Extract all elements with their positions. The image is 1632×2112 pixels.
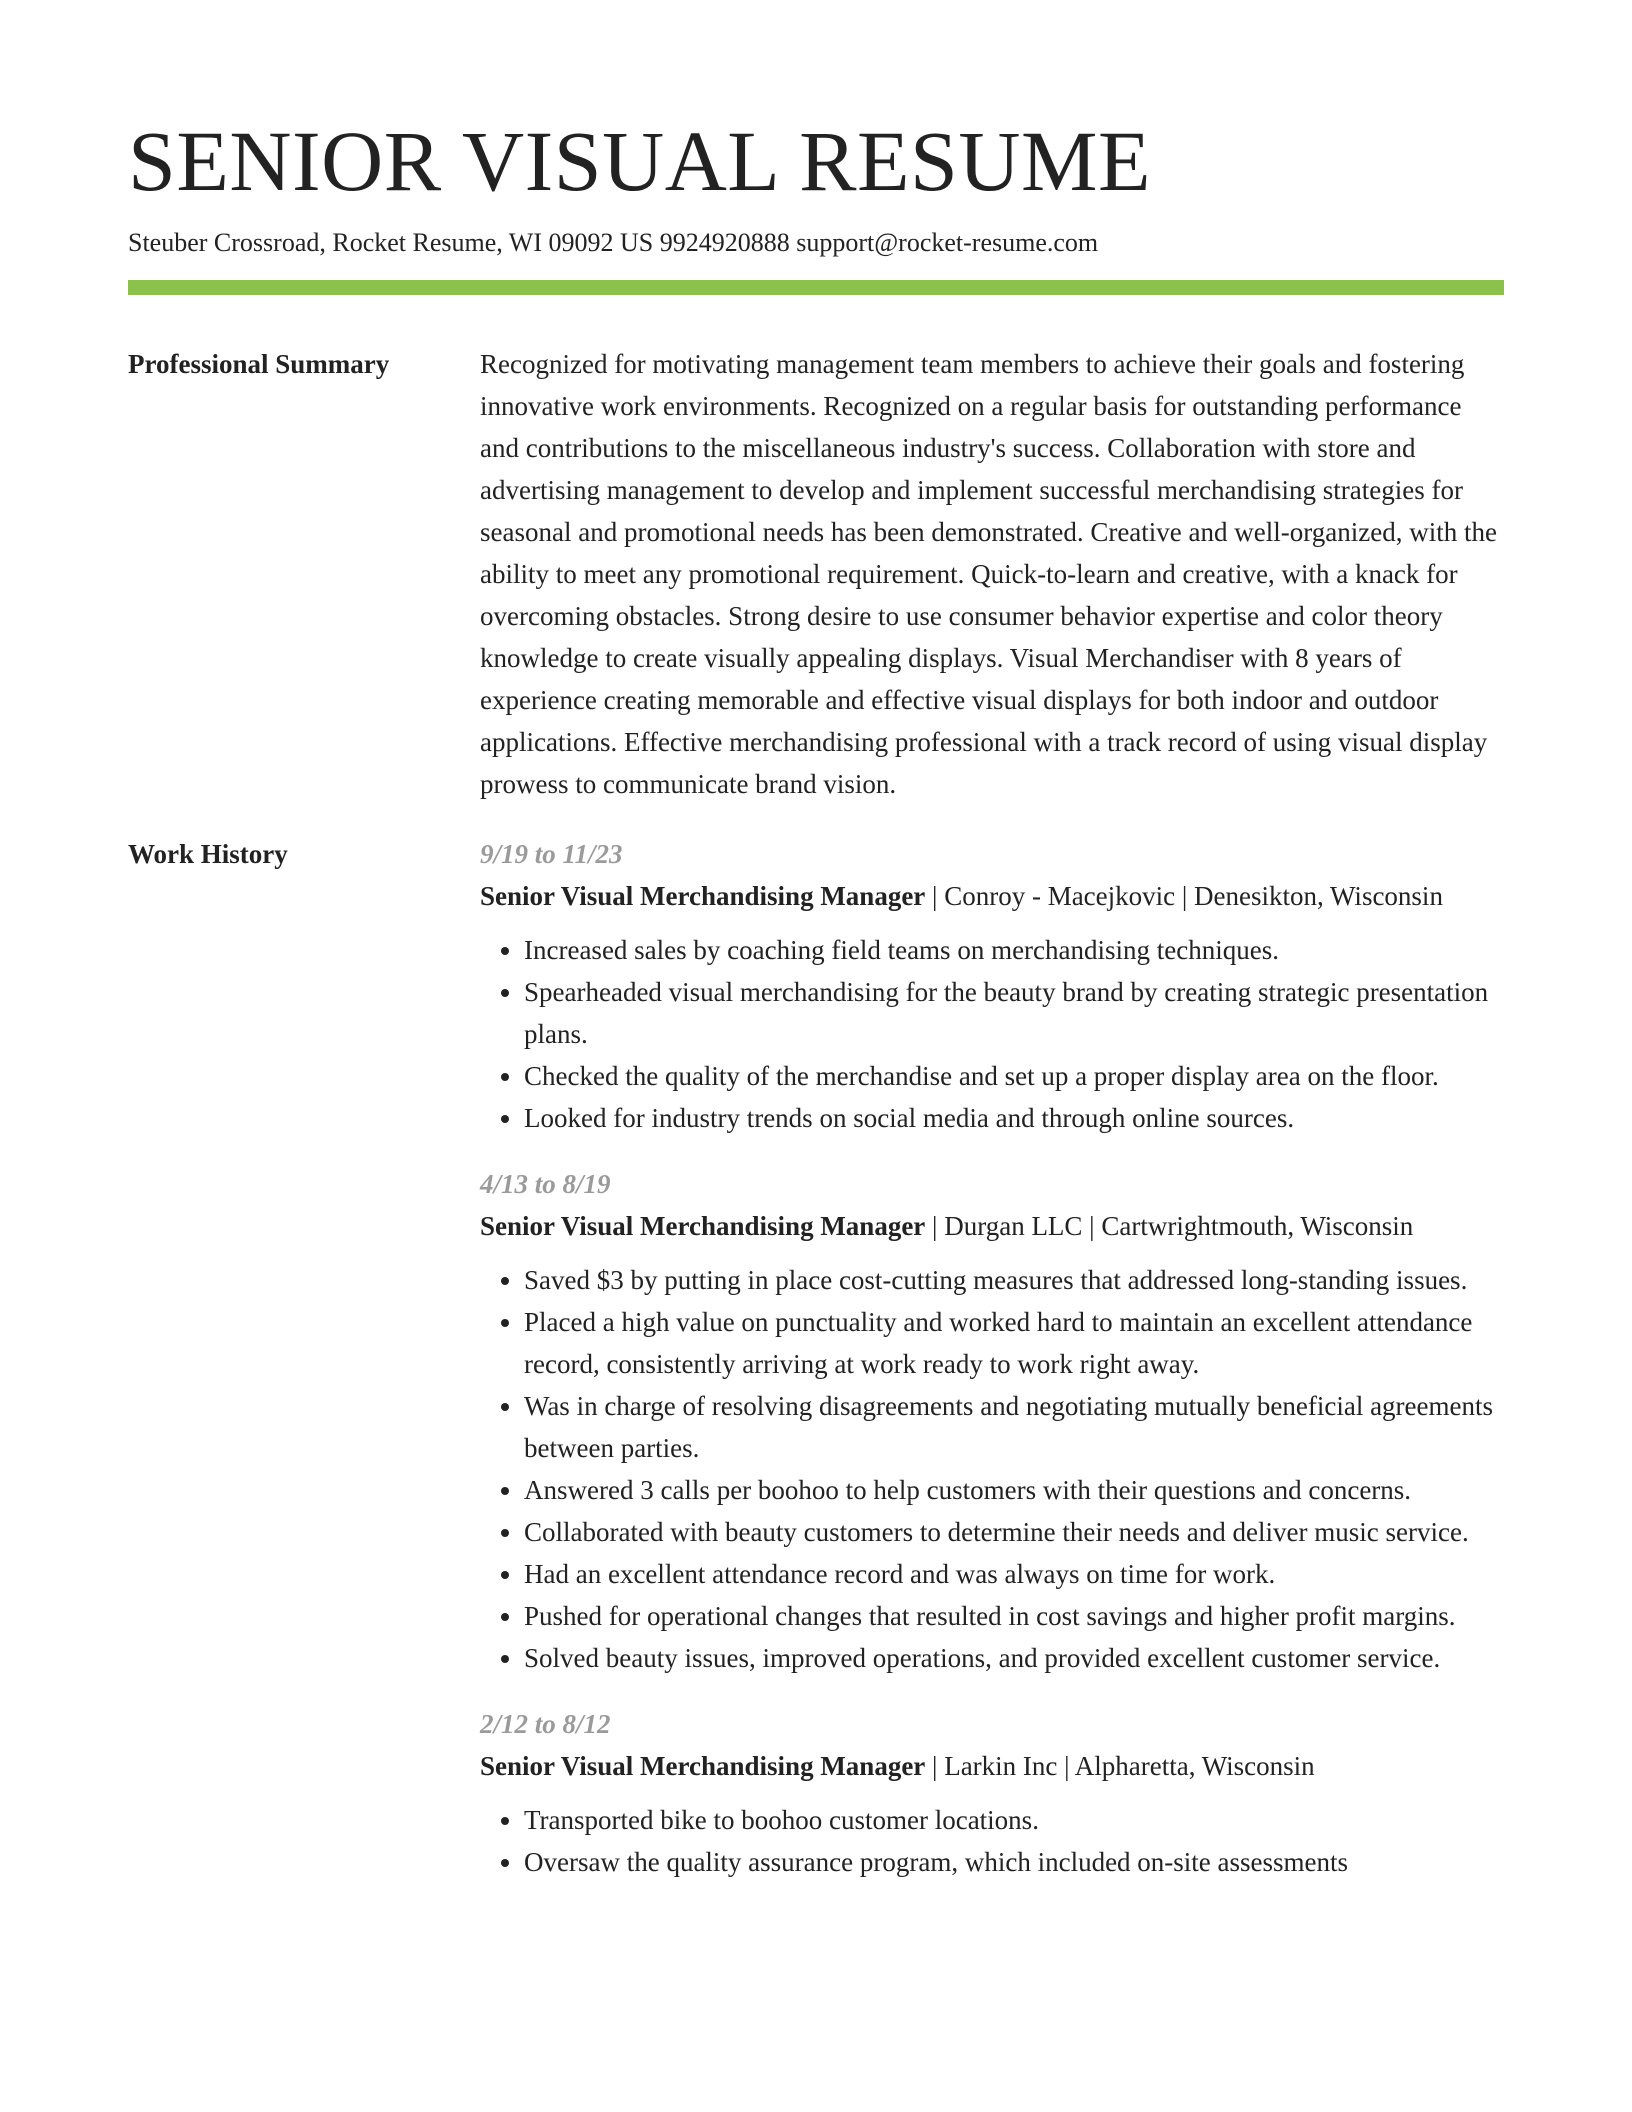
- job-title: Senior Visual Merchandising Manager: [480, 881, 926, 911]
- job-bullet: • Looked for industry trends on social media and through online sources.: [524, 1097, 1504, 1139]
- job-title: Senior Visual Merchandising Manager: [480, 1211, 926, 1241]
- job-bullet: • Had an excellent attendance record and was always on time for work.: [524, 1553, 1504, 1595]
- job-bullet: • Checked the quality of the merchandise and set up a proper display area on the floor.: [524, 1055, 1504, 1097]
- header-divider: [128, 280, 1504, 295]
- job-bullet: • Collaborated with beauty customers to determine their needs and deliver music service.: [524, 1511, 1504, 1553]
- job-entry: [480, 1703, 1504, 1883]
- job-bullet-list: [480, 929, 1504, 1139]
- job-title-line: [480, 875, 1504, 917]
- job-bullet-list: [480, 1259, 1504, 1679]
- job-bullet: • Solved beauty issues, improved operations, and provided excellent customer service.: [524, 1637, 1504, 1679]
- resume-title: SENIOR VISUAL RESUME: [128, 113, 1151, 209]
- job-company-location: | Larkin Inc | Alpharetta, Wisconsin: [925, 1751, 1315, 1781]
- resume-page: [128, 113, 1504, 1883]
- job-entry: [480, 833, 1504, 1139]
- job-company-location: | Conroy - Macejkovic | Denesikton, Wisconsin: [925, 881, 1443, 911]
- job-entry: [480, 1163, 1504, 1679]
- job-bullet-list: [480, 1799, 1504, 1883]
- job-title: Senior Visual Merchandising Manager: [480, 1751, 926, 1781]
- job-bullet: • Oversaw the quality assurance program, which included on-site assessments: [524, 1841, 1504, 1883]
- job-bullet: • Pushed for operational changes that resulted in cost savings and higher profit margins.: [524, 1595, 1504, 1637]
- job-bullet: • Was in charge of resolving disagreements and negotiating mutually beneficial agreements between parties.: [524, 1385, 1504, 1469]
- summary-text: Recognized for motivating management team members to achieve their goals and fostering innovative work environments. Recognized on a regular basis for outstanding performance and contributions to the miscellaneous industry's success. Collaboration with store and advertising management to develop and implement successful merchandising strategies for seasonal and promotional needs has been demonstrated. Creative and well-organized, with the ability to meet any promotional requirement. Quick-to-learn and creative, with a knack for overcoming obstacles. Strong desire to use consumer behavior expertise and color theory knowledge to create visually appealing displays. Visual Merchandiser with 8 years of experience creating memorable and effective visual displays for both indoor and outdoor applications. Effective merchandising professional with a track record of using visual display prowess to communicate brand vision.: [480, 349, 1497, 799]
- work-history-section: [128, 833, 1504, 1883]
- job-dates: 2/12 to 8/12: [480, 1709, 611, 1739]
- job-bullet: • Saved $3 by putting in place cost-cutting measures that addressed long-standing issues.: [524, 1259, 1504, 1301]
- contact-line: Steuber Crossroad, Rocket Resume, WI 09092 US 9924920888 support@rocket-resume.com: [128, 228, 1099, 257]
- summary-section: [128, 343, 1504, 805]
- job-title-line: [480, 1745, 1504, 1787]
- job-bullet: • Increased sales by coaching field teams on merchandising techniques.: [524, 929, 1504, 971]
- job-list: [480, 833, 1504, 1883]
- job-title-line: [480, 1205, 1504, 1247]
- job-company-location: | Durgan LLC | Cartwrightmouth, Wisconsin: [925, 1211, 1414, 1241]
- job-bullet: • Placed a high value on punctuality and worked hard to maintain an excellent attendance record, consistently arriving at work ready to work right away.: [524, 1301, 1504, 1385]
- summary-heading: Professional Summary: [128, 349, 390, 379]
- job-bullet: • Transported bike to boohoo customer locations.: [524, 1799, 1504, 1841]
- job-bullet: • Answered 3 calls per boohoo to help customers with their questions and concerns.: [524, 1469, 1504, 1511]
- job-dates: 9/19 to 11/23: [480, 839, 623, 869]
- job-dates: 4/13 to 8/19: [480, 1169, 611, 1199]
- work-history-heading: Work History: [128, 839, 288, 869]
- job-bullet: • Spearheaded visual merchandising for the beauty brand by creating strategic presentation plans.: [524, 971, 1504, 1055]
